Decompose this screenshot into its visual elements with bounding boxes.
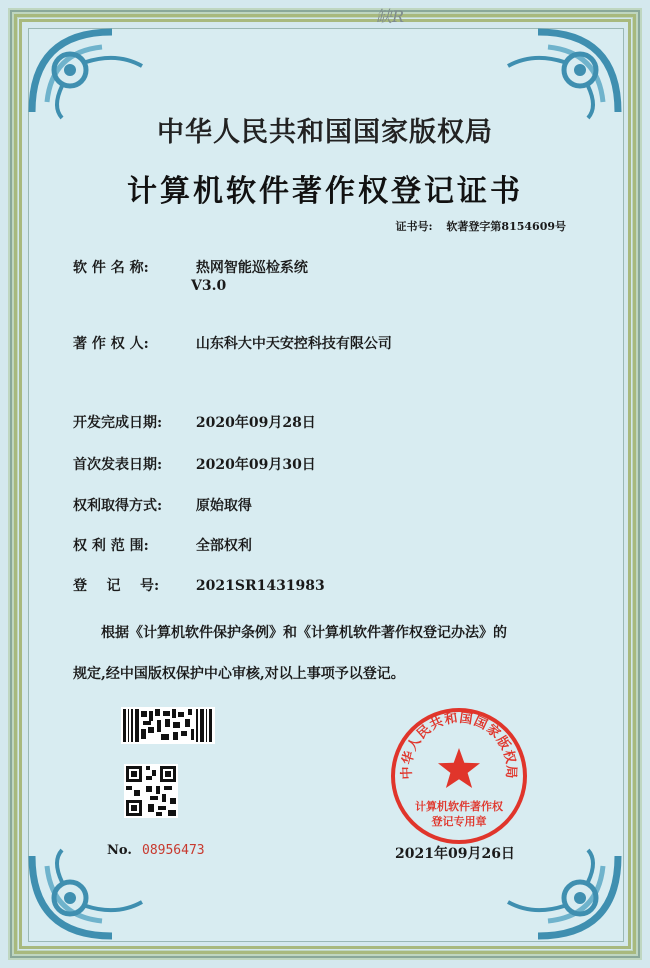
statement-line-2: 规定,经中国版权保护中心审核,对以上事项予以登记。 [73,666,405,682]
field-value: 2020年09月30日 [195,457,316,473]
field-label: 权 利 范 围: [73,538,149,554]
official-seal [389,706,529,846]
field-value: 热网智能巡检系统 [195,260,308,276]
statement-line-1: 根据《计算机软件保护条例》和《计算机软件著作权登记办法》的 [101,625,507,641]
handwritten-annotation: 缺R [376,7,405,26]
field-value: 山东科大中天安控科技有限公司 [195,336,392,352]
field-label: 权利取得方式: [73,498,163,514]
issuer-heading: 中华人民共和国国家版权局 [157,117,493,148]
serial-label: No. [107,843,132,858]
certificate-number-label: 证书号: [395,220,433,233]
certificate-title: 计算机软件著作权登记证书 [127,174,523,209]
field-dev-date [73,412,316,432]
field-label: 开发完成日期: [73,415,163,431]
field-label: 首次发表日期: [73,457,163,473]
serial-number [107,843,205,858]
field-label: 登 记 号: [73,578,160,594]
field-value: 2021SR1431983 [195,578,325,594]
seal-inner-line-2: 登记专用章 [431,815,487,828]
corner-ornament-icon [22,846,152,946]
seal-star-icon [438,748,480,788]
issue-date: 2021年09月26日 [395,846,515,862]
field-scope [73,535,252,555]
corner-ornament-icon [22,22,152,122]
serial-value: 08956473 [142,843,205,858]
barcode-icon [121,707,215,744]
field-acquire [73,495,252,515]
field-label: 软 件 名 称: [73,260,149,276]
software-version: V3.0 [191,278,227,294]
corner-ornament-icon [498,22,628,122]
field-value: 2020年09月28日 [195,415,316,431]
seal-outer-text: 中华人民共和国国家版权局 [399,710,519,780]
certificate-number [396,218,566,234]
field-label: 著 作 权 人: [73,336,149,352]
field-pub-date [73,454,316,474]
field-registration [73,575,325,595]
corner-ornament-icon [498,846,628,946]
field-value: 全部权利 [195,538,252,554]
qr-code-icon [124,764,178,818]
field-value: 原始取得 [195,498,252,514]
field-software-name [73,257,308,277]
field-owner [73,333,392,353]
certificate-number-value: 软著登字第8154609号 [446,220,566,233]
seal-inner-line-1: 计算机软件著作权 [415,800,503,813]
